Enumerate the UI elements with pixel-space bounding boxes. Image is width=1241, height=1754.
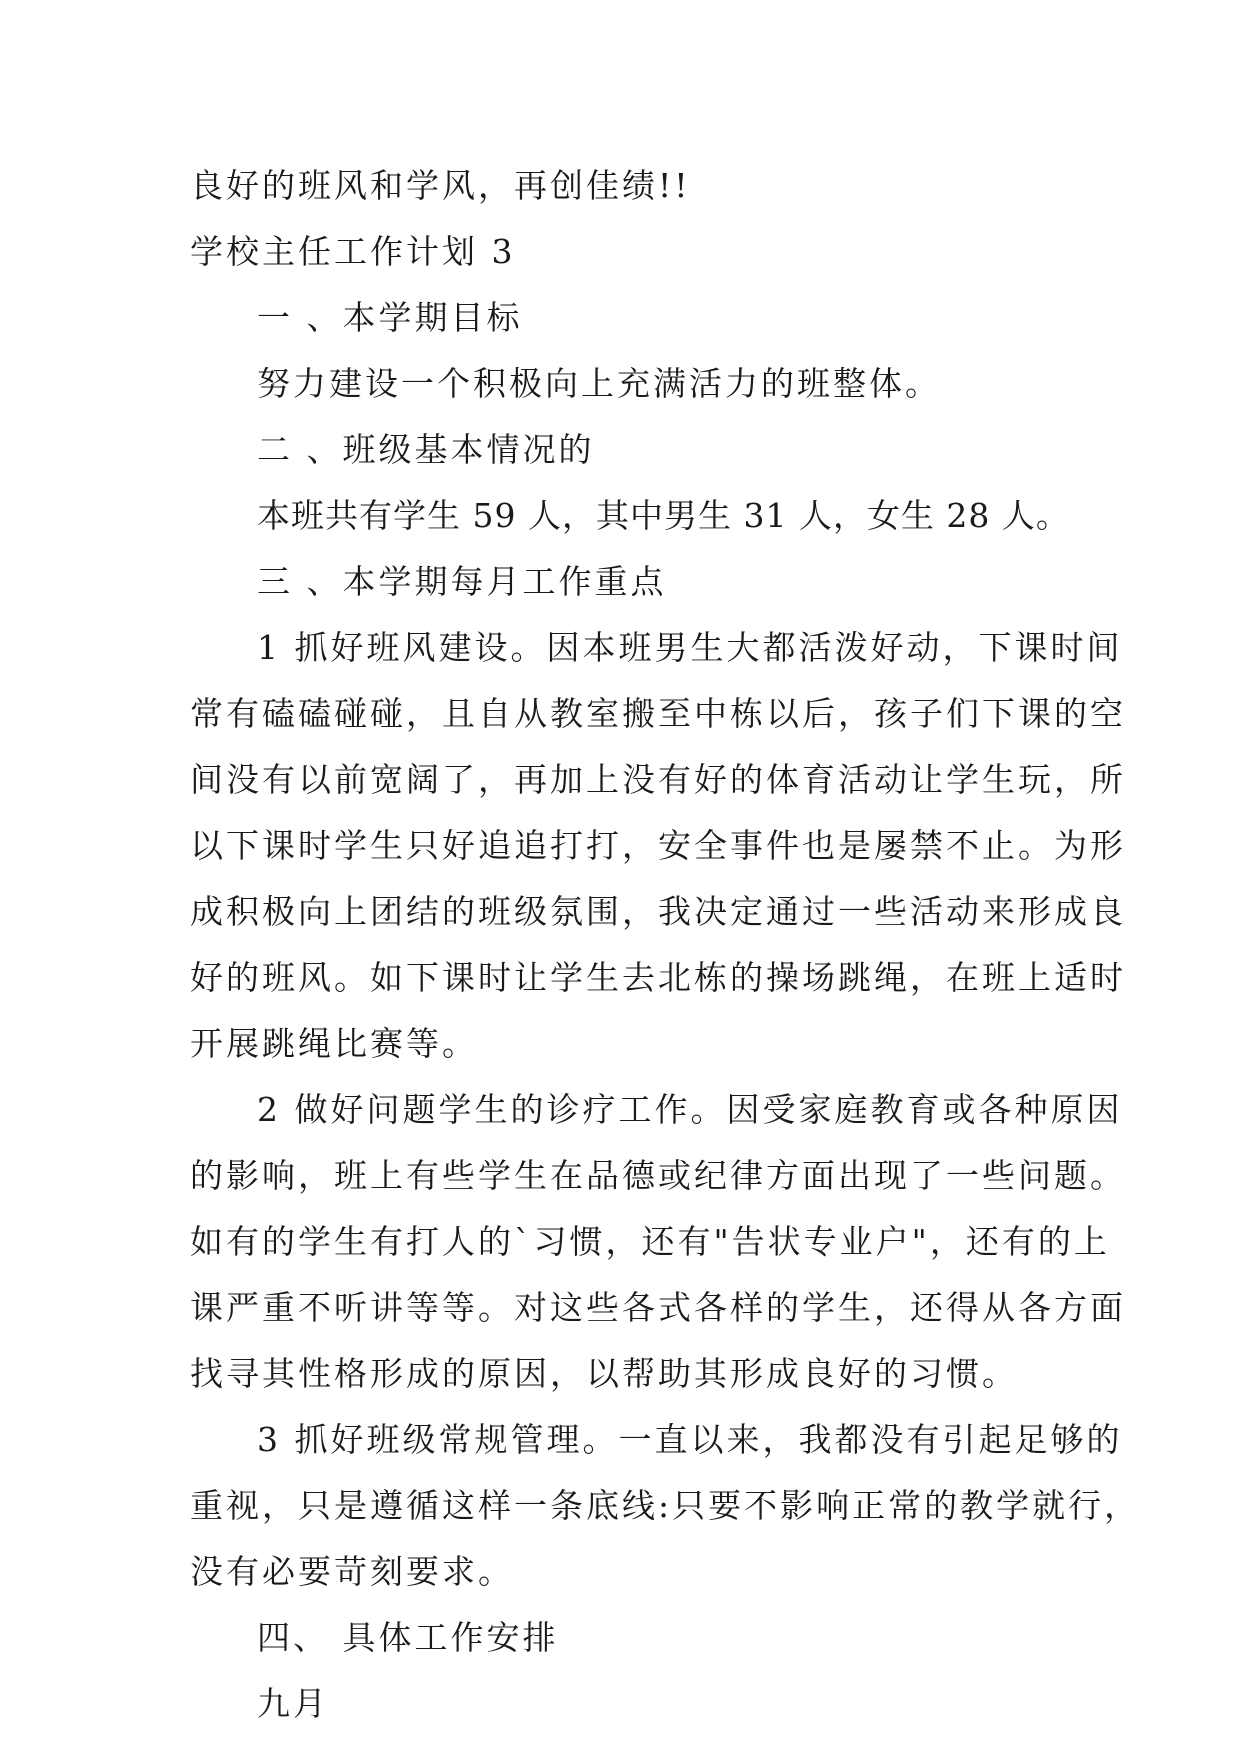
heading-goal: 一 、本学期目标 (257, 298, 523, 337)
paragraph-line: 3 抓好班级常规管理。一直以来，我都没有引起足够的 (257, 1420, 1123, 1459)
paragraph-line: 1 抓好班风建设。因本班男生大都活泼好动，下课时间 (257, 628, 1123, 667)
paragraph-line: 以下课时学生只好追追打打，安全事件也是屡禁不止。为形 (190, 826, 1126, 865)
paragraph-line: 开展跳绳比赛等。 (190, 1024, 478, 1063)
closing-line: 良好的班风和学风，再创佳绩!! (190, 166, 691, 205)
heading-work-plan: 四、 具体工作安排 (257, 1618, 559, 1657)
paragraph-line: 间没有以前宽阔了，再加上没有好的体育活动让学生玩，所 (190, 760, 1126, 799)
paragraph-class-info: 本班共有学生 59 人，其中男生 31 人，女生 28 人。 (257, 496, 1070, 535)
heading-class-info: 二 、班级基本情况的 (257, 430, 595, 469)
paragraph-line: 重视，只是遵循这样一条底线:只要不影响正常的教学就行， (190, 1486, 1141, 1525)
paragraph-line: 常有磕磕碰碰，且自从教室搬至中栋以后，孩子们下课的空 (190, 694, 1126, 733)
heading-monthly-focus: 三 、本学期每月工作重点 (257, 562, 667, 601)
section-title: 学校主任工作计划 3 (190, 232, 516, 271)
paragraph-line: 课严重不听讲等等。对这些各式各样的学生，还得从各方面 (190, 1288, 1126, 1327)
paragraph-line: 好的班风。如下课时让学生去北栋的操场跳绳，在班上适时 (190, 958, 1126, 997)
paragraph-line: 成积极向上团结的班级氛围，我决定通过一些活动来形成良 (190, 892, 1126, 931)
month-label: 九月 (257, 1684, 329, 1723)
paragraph-line: 的影响，班上有些学生在品德或纪律方面出现了一些问题。 (190, 1156, 1126, 1195)
paragraph-line: 2 做好问题学生的诊疗工作。因受家庭教育或各种原因 (257, 1090, 1123, 1129)
paragraph-line: 找寻其性格形成的原因，以帮助其形成良好的习惯。 (190, 1354, 1018, 1393)
paragraph-goal: 努力建设一个积极向上充满活力的班整体。 (257, 364, 941, 403)
paragraph-line: 没有必要苛刻要求。 (190, 1552, 514, 1591)
paragraph-line: 如有的学生有打人的`习惯，还有"告状专业户"，还有的上 (190, 1222, 1110, 1261)
